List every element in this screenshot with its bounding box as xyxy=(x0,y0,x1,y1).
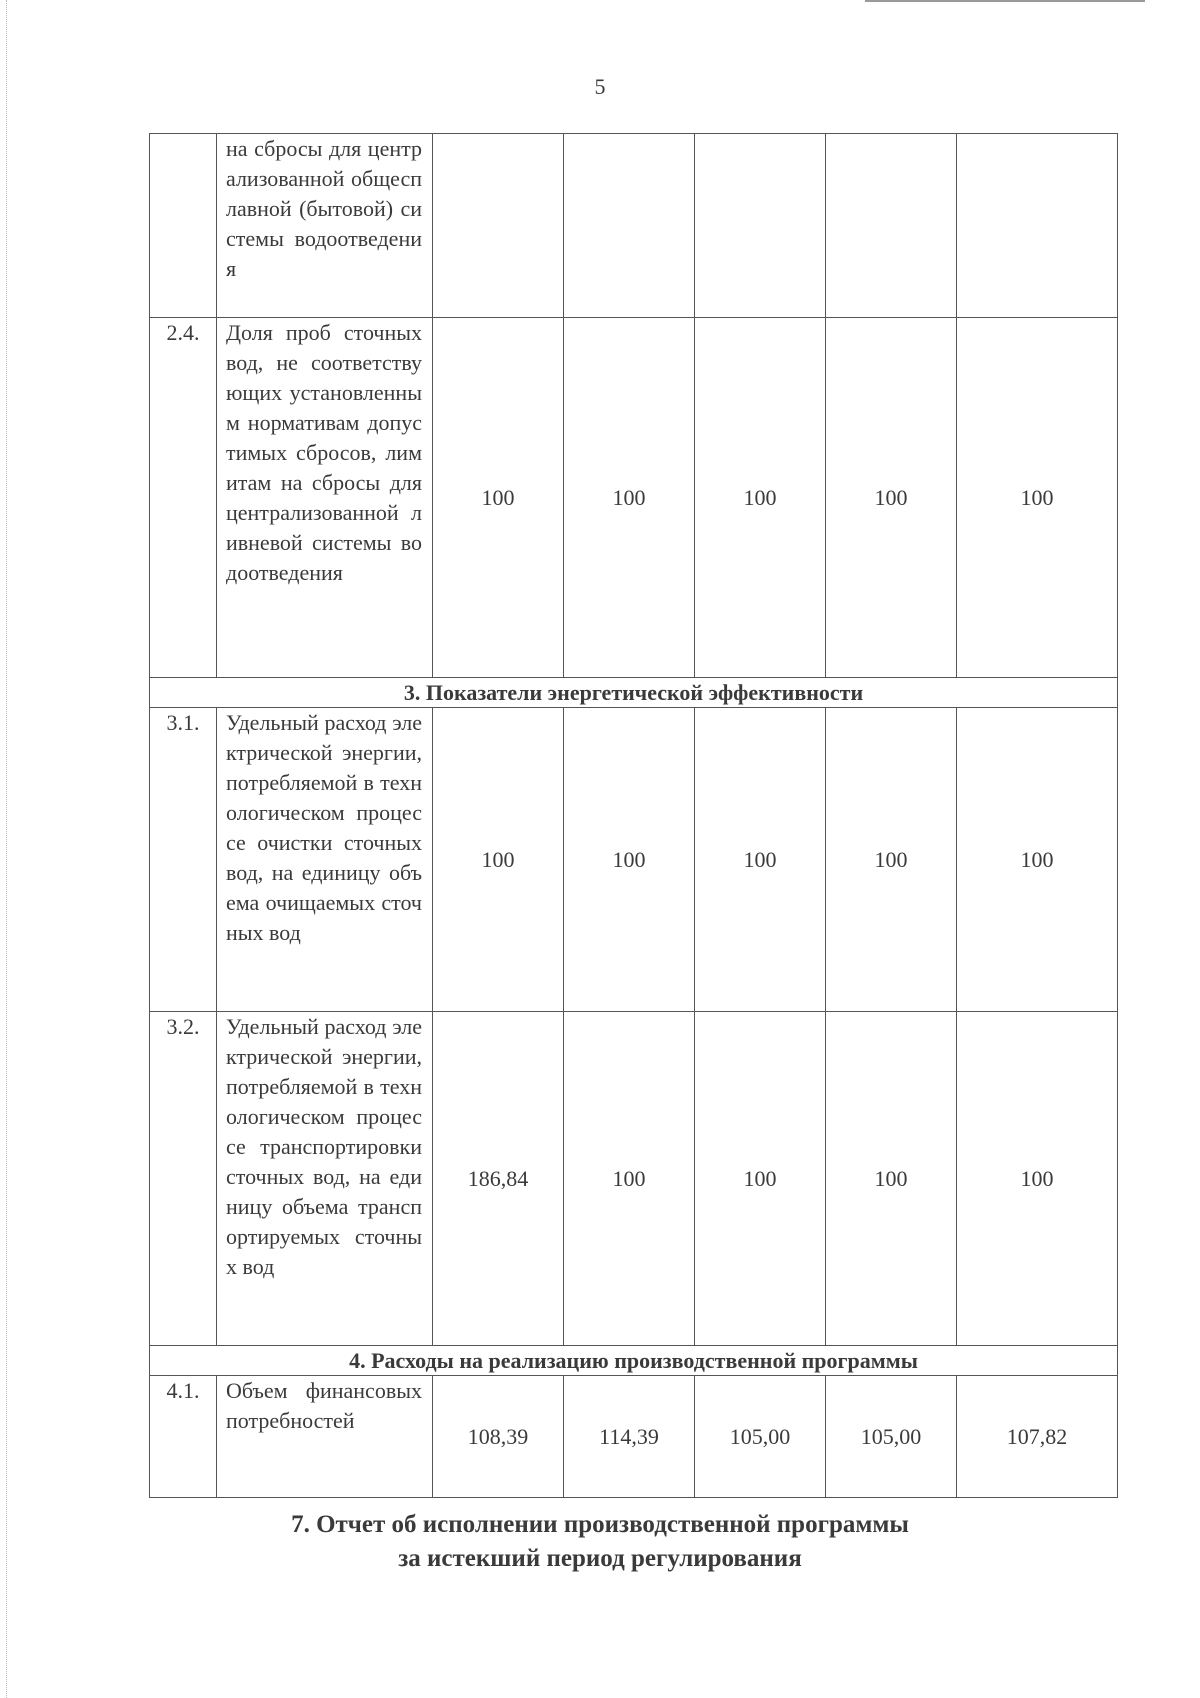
value-cell: 105,00 xyxy=(695,1376,826,1498)
value-cell: 100 xyxy=(957,318,1118,678)
value-cell: 114,39 xyxy=(564,1376,695,1498)
value-cell: 100 xyxy=(433,708,564,1012)
row-number: 3.2. xyxy=(150,1012,217,1346)
value-cell: 100 xyxy=(826,318,957,678)
value-cell: 100 xyxy=(695,708,826,1012)
indicator-name: на сбросы для централизованной общесплавной (бытовой) системы водоотведения xyxy=(217,134,433,318)
value-cell: 108,39 xyxy=(433,1376,564,1498)
value-cell: 100 xyxy=(564,318,695,678)
section-title: 3. Показатели энергетической эффективности xyxy=(150,678,1118,708)
section-title: 4. Расходы на реализацию производственной программы xyxy=(150,1346,1118,1376)
indicator-name: Доля проб сточных вод, не соответствующих установленным нормативам допустимых сбросов, лимитам на сбросы для централизованной ливневой системы водоотведения xyxy=(217,318,433,678)
row-number: 4.1. xyxy=(150,1376,217,1498)
value-cell: 100 xyxy=(564,1012,695,1346)
value-cell xyxy=(695,134,826,318)
value-cell: 100 xyxy=(564,708,695,1012)
row-number: 2.4. xyxy=(150,318,217,678)
table-row xyxy=(150,1012,1118,1346)
indicator-name: Объем финансовых потребностей xyxy=(217,1376,433,1498)
value-cell: 100 xyxy=(826,1012,957,1346)
value-cell: 100 xyxy=(695,318,826,678)
value-cell: 100 xyxy=(695,1012,826,1346)
value-cell: 107,82 xyxy=(957,1376,1118,1498)
row-number: 3.1. xyxy=(150,708,217,1012)
value-cell: 186,84 xyxy=(433,1012,564,1346)
value-cell xyxy=(826,134,957,318)
value-cell xyxy=(433,134,564,318)
row-number xyxy=(150,134,217,318)
value-cell xyxy=(957,134,1118,318)
report-heading-line2: за истекший период регулирования xyxy=(398,1545,802,1572)
table-row xyxy=(150,1376,1118,1498)
value-cell: 100 xyxy=(433,318,564,678)
indicators-table xyxy=(149,133,1118,1498)
indicator-name: Удельный расход электрической энергии, потребляемой в технологическом процессе транспортировки сточных вод, на единицу объема транспортируемых сточных вод xyxy=(217,1012,433,1346)
scan-edge-dots xyxy=(6,0,8,1698)
table-row xyxy=(150,134,1118,318)
value-cell: 105,00 xyxy=(826,1376,957,1498)
value-cell: 100 xyxy=(826,708,957,1012)
value-cell xyxy=(564,134,695,318)
indicator-name: Удельный расход электрической энергии, потребляемой в технологическом процессе очистки сточных вод, на единицу объема очищаемых сточных вод xyxy=(217,708,433,1012)
report-heading-line1: 7. Отчет об исполнении производственной программы xyxy=(291,1511,909,1538)
table-row xyxy=(150,708,1118,1012)
table-row xyxy=(150,318,1118,678)
value-cell: 100 xyxy=(957,1012,1118,1346)
top-edge-rule xyxy=(865,0,1145,2)
report-heading xyxy=(0,1508,1200,1576)
page-number: 5 xyxy=(594,74,606,99)
section-row xyxy=(150,1346,1118,1376)
section-row xyxy=(150,678,1118,708)
value-cell: 100 xyxy=(957,708,1118,1012)
